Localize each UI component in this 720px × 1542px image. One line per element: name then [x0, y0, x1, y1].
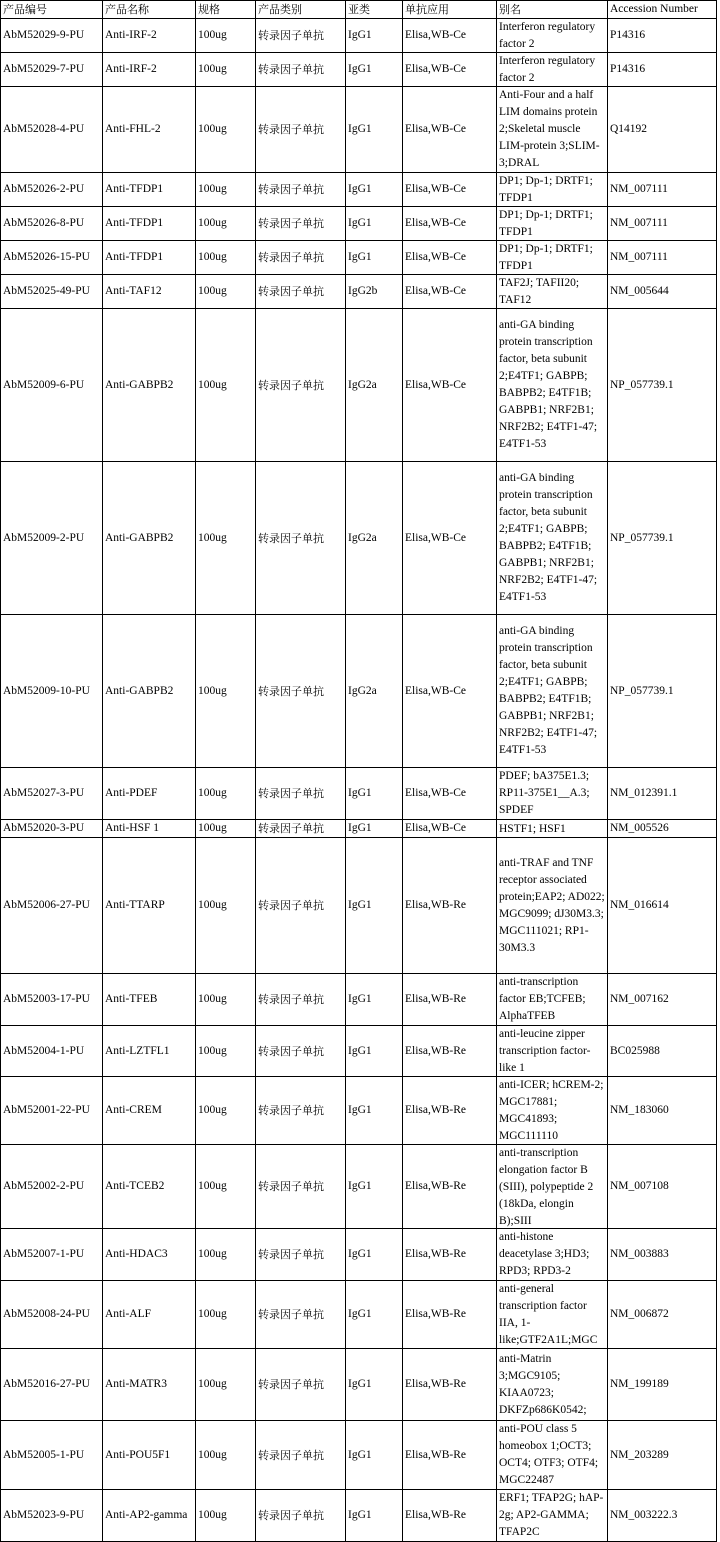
cell-size: 100ug	[196, 1145, 256, 1229]
cell-product-code: AbM52003-17-PU	[1, 974, 103, 1026]
cell-subclass: IgG1	[346, 173, 403, 207]
cell-accession: NP_057739.1	[608, 309, 717, 462]
header-size: 规格	[196, 1, 256, 19]
cell-category: 转录因子单抗	[256, 1349, 346, 1421]
cell-alias	[497, 1229, 608, 1281]
cell-accession: NM_199189	[608, 1349, 717, 1421]
alias-text: TAF2J; TAFII20; TAF12	[499, 277, 580, 306]
cell-application: Elisa,WB-Ce	[403, 173, 497, 207]
cell-product-code: AbM52009-6-PU	[1, 309, 103, 462]
cell-product-name: Anti-GABPB2	[103, 462, 196, 615]
header-application: 单抗应用	[403, 1, 497, 19]
alias-text: anti-leucine zipper transcription factor-like 1	[499, 1028, 591, 1074]
cell-product-code: AbM52006-27-PU	[1, 838, 103, 974]
cell-category: 转录因子单抗	[256, 275, 346, 309]
cell-category: 转录因子单抗	[256, 1145, 346, 1229]
cell-size: 100ug	[196, 974, 256, 1026]
cell-subclass: IgG1	[346, 1145, 403, 1229]
cell-alias	[497, 19, 608, 53]
header-product-name: 产品名称	[103, 1, 196, 19]
cell-product-name: Anti-MATR3	[103, 1349, 196, 1421]
cell-alias	[497, 1421, 608, 1490]
cell-category: 转录因子单抗	[256, 820, 346, 838]
alias-text: ERF1; TFAP2G; hAP-2g; AP2-GAMMA; TFAP2C	[499, 1492, 604, 1538]
cell-product-code: AbM52026-2-PU	[1, 173, 103, 207]
alias-text: anti-TRAF and TNF receptor associated protein;EAP2; AD022; MGC9099; dJ30M3.3; MGC111021; RP1-30M3.3	[499, 856, 605, 954]
cell-alias	[497, 974, 608, 1026]
cell-accession: NM_203289	[608, 1421, 717, 1490]
cell-alias	[497, 173, 608, 207]
cell-alias	[497, 207, 608, 241]
cell-product-code: AbM52020-3-PU	[1, 820, 103, 838]
cell-category: 转录因子单抗	[256, 1229, 346, 1281]
cell-subclass: IgG1	[346, 974, 403, 1026]
cell-alias	[497, 275, 608, 309]
cell-application: Elisa,WB-Ce	[403, 19, 497, 53]
cell-product-name: Anti-PDEF	[103, 768, 196, 820]
cell-product-name: Anti-GABPB2	[103, 615, 196, 768]
table-row	[1, 1490, 717, 1542]
cell-application: Elisa,WB-Ce	[403, 207, 497, 241]
table-row	[1, 275, 717, 309]
table-row	[1, 820, 717, 838]
cell-alias	[497, 1490, 608, 1542]
cell-product-code: AbM52026-15-PU	[1, 241, 103, 275]
cell-application: Elisa,WB-Ce	[403, 615, 497, 768]
alias-text: anti-GA binding protein transcription factor, beta subunit 2;E4TF1; GABPB; BABPB2; E4TF1B; GABPB1; NRF2B1; NRF2B2; E4TF1-47; E4TF1-53	[499, 319, 598, 450]
alias-text: Interferon regulatory factor 2	[499, 21, 596, 50]
cell-application: Elisa,WB-Ce	[403, 820, 497, 838]
cell-subclass: IgG2a	[346, 462, 403, 615]
table-row	[1, 309, 717, 462]
cell-application: Elisa,WB-Re	[403, 1281, 497, 1349]
alias-text: anti-transcription elongation factor B (SIII), polypeptide 2 (18kDa, elongin B);SIII	[499, 1147, 594, 1227]
cell-product-name: Anti-LZTFL1	[103, 1026, 196, 1077]
cell-application: Elisa,WB-Re	[403, 974, 497, 1026]
cell-product-code: AbM52002-2-PU	[1, 1145, 103, 1229]
table-row	[1, 1281, 717, 1349]
cell-size: 100ug	[196, 838, 256, 974]
cell-product-name: Anti-TCEB2	[103, 1145, 196, 1229]
cell-application: Elisa,WB-Re	[403, 1490, 497, 1542]
cell-product-code: AbM52001-22-PU	[1, 1077, 103, 1145]
header-category: 产品类别	[256, 1, 346, 19]
cell-subclass: IgG2a	[346, 615, 403, 768]
cell-product-name: Anti-TFDP1	[103, 173, 196, 207]
cell-size: 100ug	[196, 768, 256, 820]
table-row	[1, 768, 717, 820]
cell-category: 转录因子单抗	[256, 768, 346, 820]
header-row	[1, 1, 717, 19]
table-row	[1, 462, 717, 615]
alias-text: anti-POU class 5 homeobox 1;OCT3; OCT4; OTF3; OTF4; MGC22487	[499, 1423, 599, 1486]
cell-category: 转录因子单抗	[256, 1026, 346, 1077]
cell-application: Elisa,WB-Re	[403, 1229, 497, 1281]
cell-subclass: IgG1	[346, 87, 403, 173]
cell-application: Elisa,WB-Re	[403, 1077, 497, 1145]
cell-product-name: Anti-GABPB2	[103, 309, 196, 462]
cell-product-code: AbM52029-7-PU	[1, 53, 103, 87]
cell-subclass: IgG1	[346, 1421, 403, 1490]
cell-alias	[497, 53, 608, 87]
cell-size: 100ug	[196, 19, 256, 53]
alias-text: DP1; Dp-1; DRTF1; TFDP1	[499, 209, 593, 238]
cell-alias	[497, 1145, 608, 1229]
cell-accession: NM_006872	[608, 1281, 717, 1349]
alias-text: Interferon regulatory factor 2	[499, 55, 596, 84]
cell-subclass: IgG2b	[346, 275, 403, 309]
cell-product-name: Anti-TFEB	[103, 974, 196, 1026]
cell-alias	[497, 820, 608, 838]
table-row	[1, 1421, 717, 1490]
cell-product-name: Anti-AP2-gamma	[103, 1490, 196, 1542]
cell-size: 100ug	[196, 309, 256, 462]
cell-alias	[497, 241, 608, 275]
cell-alias	[497, 1026, 608, 1077]
cell-subclass: IgG1	[346, 820, 403, 838]
cell-accession: NP_057739.1	[608, 462, 717, 615]
cell-product-code: AbM52004-1-PU	[1, 1026, 103, 1077]
cell-size: 100ug	[196, 820, 256, 838]
cell-application: Elisa,WB-Re	[403, 1145, 497, 1229]
cell-alias	[497, 1077, 608, 1145]
cell-accession: NM_005644	[608, 275, 717, 309]
cell-accession: BC025988	[608, 1026, 717, 1077]
cell-product-code: AbM52007-1-PU	[1, 1229, 103, 1281]
cell-application: Elisa,WB-Ce	[403, 309, 497, 462]
cell-application: Elisa,WB-Ce	[403, 87, 497, 173]
cell-product-code: AbM52025-49-PU	[1, 275, 103, 309]
cell-application: Elisa,WB-Ce	[403, 462, 497, 615]
table-row	[1, 207, 717, 241]
alias-text: anti-histone deacetylase 3;HD3; RPD3; RPD3-2	[499, 1231, 590, 1277]
cell-product-name: Anti-IRF-2	[103, 53, 196, 87]
cell-product-code: AbM52005-1-PU	[1, 1421, 103, 1490]
cell-subclass: IgG1	[346, 19, 403, 53]
cell-application: Elisa,WB-Re	[403, 1026, 497, 1077]
cell-product-name: Anti-CREM	[103, 1077, 196, 1145]
cell-accession: Q14192	[608, 87, 717, 173]
cell-subclass: IgG1	[346, 1490, 403, 1542]
cell-accession: NM_007111	[608, 241, 717, 275]
table-row	[1, 1349, 717, 1421]
cell-accession: NM_005526	[608, 820, 717, 838]
cell-size: 100ug	[196, 462, 256, 615]
cell-product-code: AbM52023-9-PU	[1, 1490, 103, 1542]
table-row	[1, 1145, 717, 1229]
cell-category: 转录因子单抗	[256, 462, 346, 615]
cell-size: 100ug	[196, 1026, 256, 1077]
cell-alias	[497, 768, 608, 820]
cell-alias	[497, 615, 608, 768]
cell-accession: P14316	[608, 19, 717, 53]
cell-product-code: AbM52029-9-PU	[1, 19, 103, 53]
cell-product-name: Anti-TAF12	[103, 275, 196, 309]
cell-accession: NM_007111	[608, 173, 717, 207]
cell-alias	[497, 462, 608, 615]
cell-category: 转录因子单抗	[256, 241, 346, 275]
cell-product-code: AbM52008-24-PU	[1, 1281, 103, 1349]
cell-subclass: IgG2a	[346, 309, 403, 462]
cell-application: Elisa,WB-Re	[403, 1349, 497, 1421]
alias-text: anti-GA binding protein transcription factor, beta subunit 2;E4TF1; GABPB; BABPB2; E4TF1B; GABPB1; NRF2B1; NRF2B2; E4TF1-47; E4TF1-53	[499, 625, 598, 756]
cell-subclass: IgG1	[346, 768, 403, 820]
cell-subclass: IgG1	[346, 1077, 403, 1145]
cell-size: 100ug	[196, 615, 256, 768]
cell-alias	[497, 1281, 608, 1349]
table-row	[1, 241, 717, 275]
table-row	[1, 838, 717, 974]
cell-alias	[497, 1349, 608, 1421]
cell-product-name: Anti-HDAC3	[103, 1229, 196, 1281]
cell-size: 100ug	[196, 1281, 256, 1349]
cell-category: 转录因子单抗	[256, 1490, 346, 1542]
cell-subclass: IgG1	[346, 1281, 403, 1349]
cell-category: 转录因子单抗	[256, 173, 346, 207]
cell-accession: NM_003883	[608, 1229, 717, 1281]
alias-text: anti-ICER; hCREM-2; MGC17881; MGC41893; MGC111110	[499, 1079, 604, 1142]
cell-application: Elisa,WB-Re	[403, 838, 497, 974]
cell-category: 转录因子单抗	[256, 53, 346, 87]
cell-accession: NM_003222.3	[608, 1490, 717, 1542]
cell-category: 转录因子单抗	[256, 1077, 346, 1145]
header-alias: 别名	[497, 1, 608, 19]
cell-category: 转录因子单抗	[256, 309, 346, 462]
cell-category: 转录因子单抗	[256, 19, 346, 53]
cell-application: Elisa,WB-Ce	[403, 275, 497, 309]
cell-category: 转录因子单抗	[256, 1421, 346, 1490]
cell-accession: NM_007162	[608, 974, 717, 1026]
cell-product-name: Anti-POU5F1	[103, 1421, 196, 1490]
cell-size: 100ug	[196, 87, 256, 173]
alias-text: DP1; Dp-1; DRTF1; TFDP1	[499, 243, 593, 272]
header-subclass: 亚类	[346, 1, 403, 19]
cell-application: Elisa,WB-Ce	[403, 53, 497, 87]
cell-alias	[497, 838, 608, 974]
alias-text: anti-transcription factor EB;TCFEB; AlphaTFEB	[499, 976, 586, 1022]
cell-product-code: AbM52016-27-PU	[1, 1349, 103, 1421]
cell-size: 100ug	[196, 1229, 256, 1281]
table-row	[1, 53, 717, 87]
cell-subclass: IgG1	[346, 1229, 403, 1281]
table-row	[1, 1026, 717, 1077]
cell-product-name: Anti-HSF 1	[103, 820, 196, 838]
cell-accession: NM_007111	[608, 207, 717, 241]
cell-accession: NM_183060	[608, 1077, 717, 1145]
cell-size: 100ug	[196, 207, 256, 241]
cell-product-name: Anti-TFDP1	[103, 241, 196, 275]
cell-application: Elisa,WB-Re	[403, 1421, 497, 1490]
alias-text: DP1; Dp-1; DRTF1; TFDP1	[499, 175, 593, 204]
cell-product-name: Anti-ALF	[103, 1281, 196, 1349]
table-row	[1, 974, 717, 1026]
table-row	[1, 173, 717, 207]
cell-size: 100ug	[196, 173, 256, 207]
table-row	[1, 1077, 717, 1145]
cell-size: 100ug	[196, 275, 256, 309]
cell-category: 转录因子单抗	[256, 1281, 346, 1349]
cell-accession: NM_012391.1	[608, 768, 717, 820]
alias-text: anti-GA binding protein transcription factor, beta subunit 2;E4TF1; GABPB; BABPB2; E4TF1B; GABPB1; NRF2B1; NRF2B2; E4TF1-47; E4TF1-53	[499, 472, 598, 603]
cell-size: 100ug	[196, 1490, 256, 1542]
alias-text: Anti-Four and a half LIM domains protein 2;Skeletal muscle LIM-protein 3;SLIM-3;DRAL	[499, 89, 600, 169]
cell-accession: NM_007108	[608, 1145, 717, 1229]
cell-application: Elisa,WB-Ce	[403, 768, 497, 820]
cell-category: 转录因子单抗	[256, 838, 346, 974]
alias-text: HSTF1; HSF1	[499, 822, 566, 835]
header-product-code: 产品编号	[1, 1, 103, 19]
cell-subclass: IgG1	[346, 838, 403, 974]
cell-accession: NM_016614	[608, 838, 717, 974]
alias-text: anti-Matrin 3;MGC9105; KIAA0723; DKFZp686K0542;	[499, 1352, 587, 1416]
cell-category: 转录因子单抗	[256, 615, 346, 768]
table-row	[1, 19, 717, 53]
cell-size: 100ug	[196, 53, 256, 87]
cell-alias	[497, 87, 608, 173]
cell-product-code: AbM52026-8-PU	[1, 207, 103, 241]
cell-product-code: AbM52009-2-PU	[1, 462, 103, 615]
cell-product-code: AbM52027-3-PU	[1, 768, 103, 820]
cell-category: 转录因子单抗	[256, 207, 346, 241]
cell-product-code: AbM52009-10-PU	[1, 615, 103, 768]
cell-application: Elisa,WB-Ce	[403, 241, 497, 275]
cell-accession: P14316	[608, 53, 717, 87]
cell-size: 100ug	[196, 241, 256, 275]
cell-size: 100ug	[196, 1349, 256, 1421]
cell-product-name: Anti-FHL-2	[103, 87, 196, 173]
cell-product-name: Anti-TTARP	[103, 838, 196, 974]
table-row	[1, 1229, 717, 1281]
cell-category: 转录因子单抗	[256, 87, 346, 173]
table-row	[1, 615, 717, 768]
header-accession: Accession Number	[608, 1, 717, 19]
table-row	[1, 87, 717, 173]
cell-subclass: IgG1	[346, 1026, 403, 1077]
cell-product-code: AbM52028-4-PU	[1, 87, 103, 173]
cell-accession: NP_057739.1	[608, 615, 717, 768]
cell-size: 100ug	[196, 1421, 256, 1490]
cell-alias	[497, 309, 608, 462]
alias-text: anti-general transcription factor IIA, 1-like;GTF2A1L;MGC	[499, 1283, 598, 1346]
cell-product-name: Anti-TFDP1	[103, 207, 196, 241]
cell-subclass: IgG1	[346, 53, 403, 87]
cell-product-name: Anti-IRF-2	[103, 19, 196, 53]
cell-category: 转录因子单抗	[256, 974, 346, 1026]
alias-text: PDEF; bA375E1.3; RP11-375E1__A.3; SPDEF	[499, 770, 590, 816]
cell-size: 100ug	[196, 1077, 256, 1145]
cell-subclass: IgG1	[346, 241, 403, 275]
cell-subclass: IgG1	[346, 207, 403, 241]
cell-subclass: IgG1	[346, 1349, 403, 1421]
